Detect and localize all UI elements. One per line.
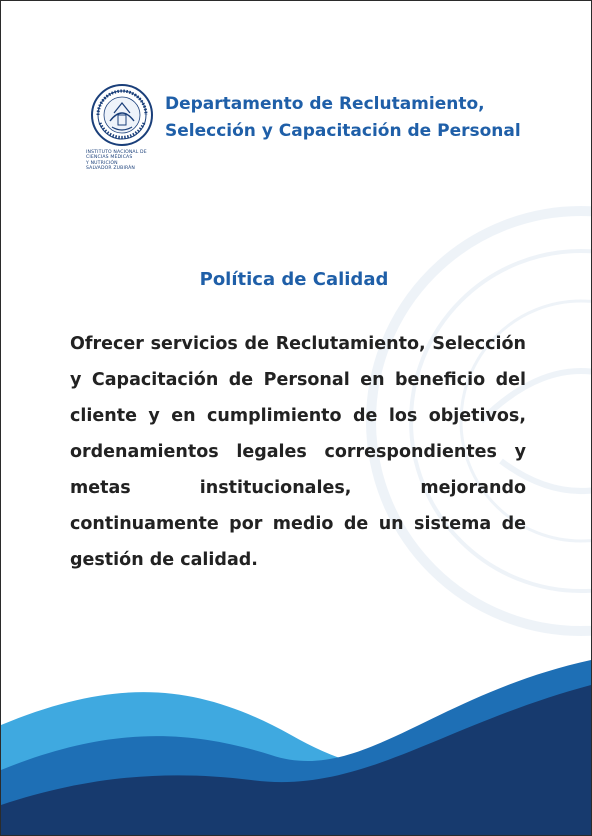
department-title: Departamento de Reclutamiento, Selección y Capacitación de Personal (165, 94, 521, 141)
policy-title: Política de Calidad (199, 269, 389, 290)
logo-line: CIENCIAS MÉDICAS (86, 155, 133, 161)
page-header (86, 83, 525, 172)
logo-institution-name (86, 150, 158, 172)
policy-statement: Ofrecer servicios de Reclutamiento, Selección y Capacitación de Personal en beneficio del cliente y en cumplimiento de los objetivos, ordenamientos legales correspondientes y metas institucionales, mejorando continuamente por medio de un sistema de gestión de calidad. (70, 334, 526, 570)
logo-line: Y NUTRICIÓN (86, 160, 118, 166)
institution-logo (86, 83, 158, 172)
logo-line: SALVADOR ZUBIRÁN (86, 166, 135, 172)
logo-line: INSTITUTO NACIONAL DE (86, 150, 147, 155)
decorative-waves (1, 655, 591, 835)
seal-icon (90, 83, 154, 147)
